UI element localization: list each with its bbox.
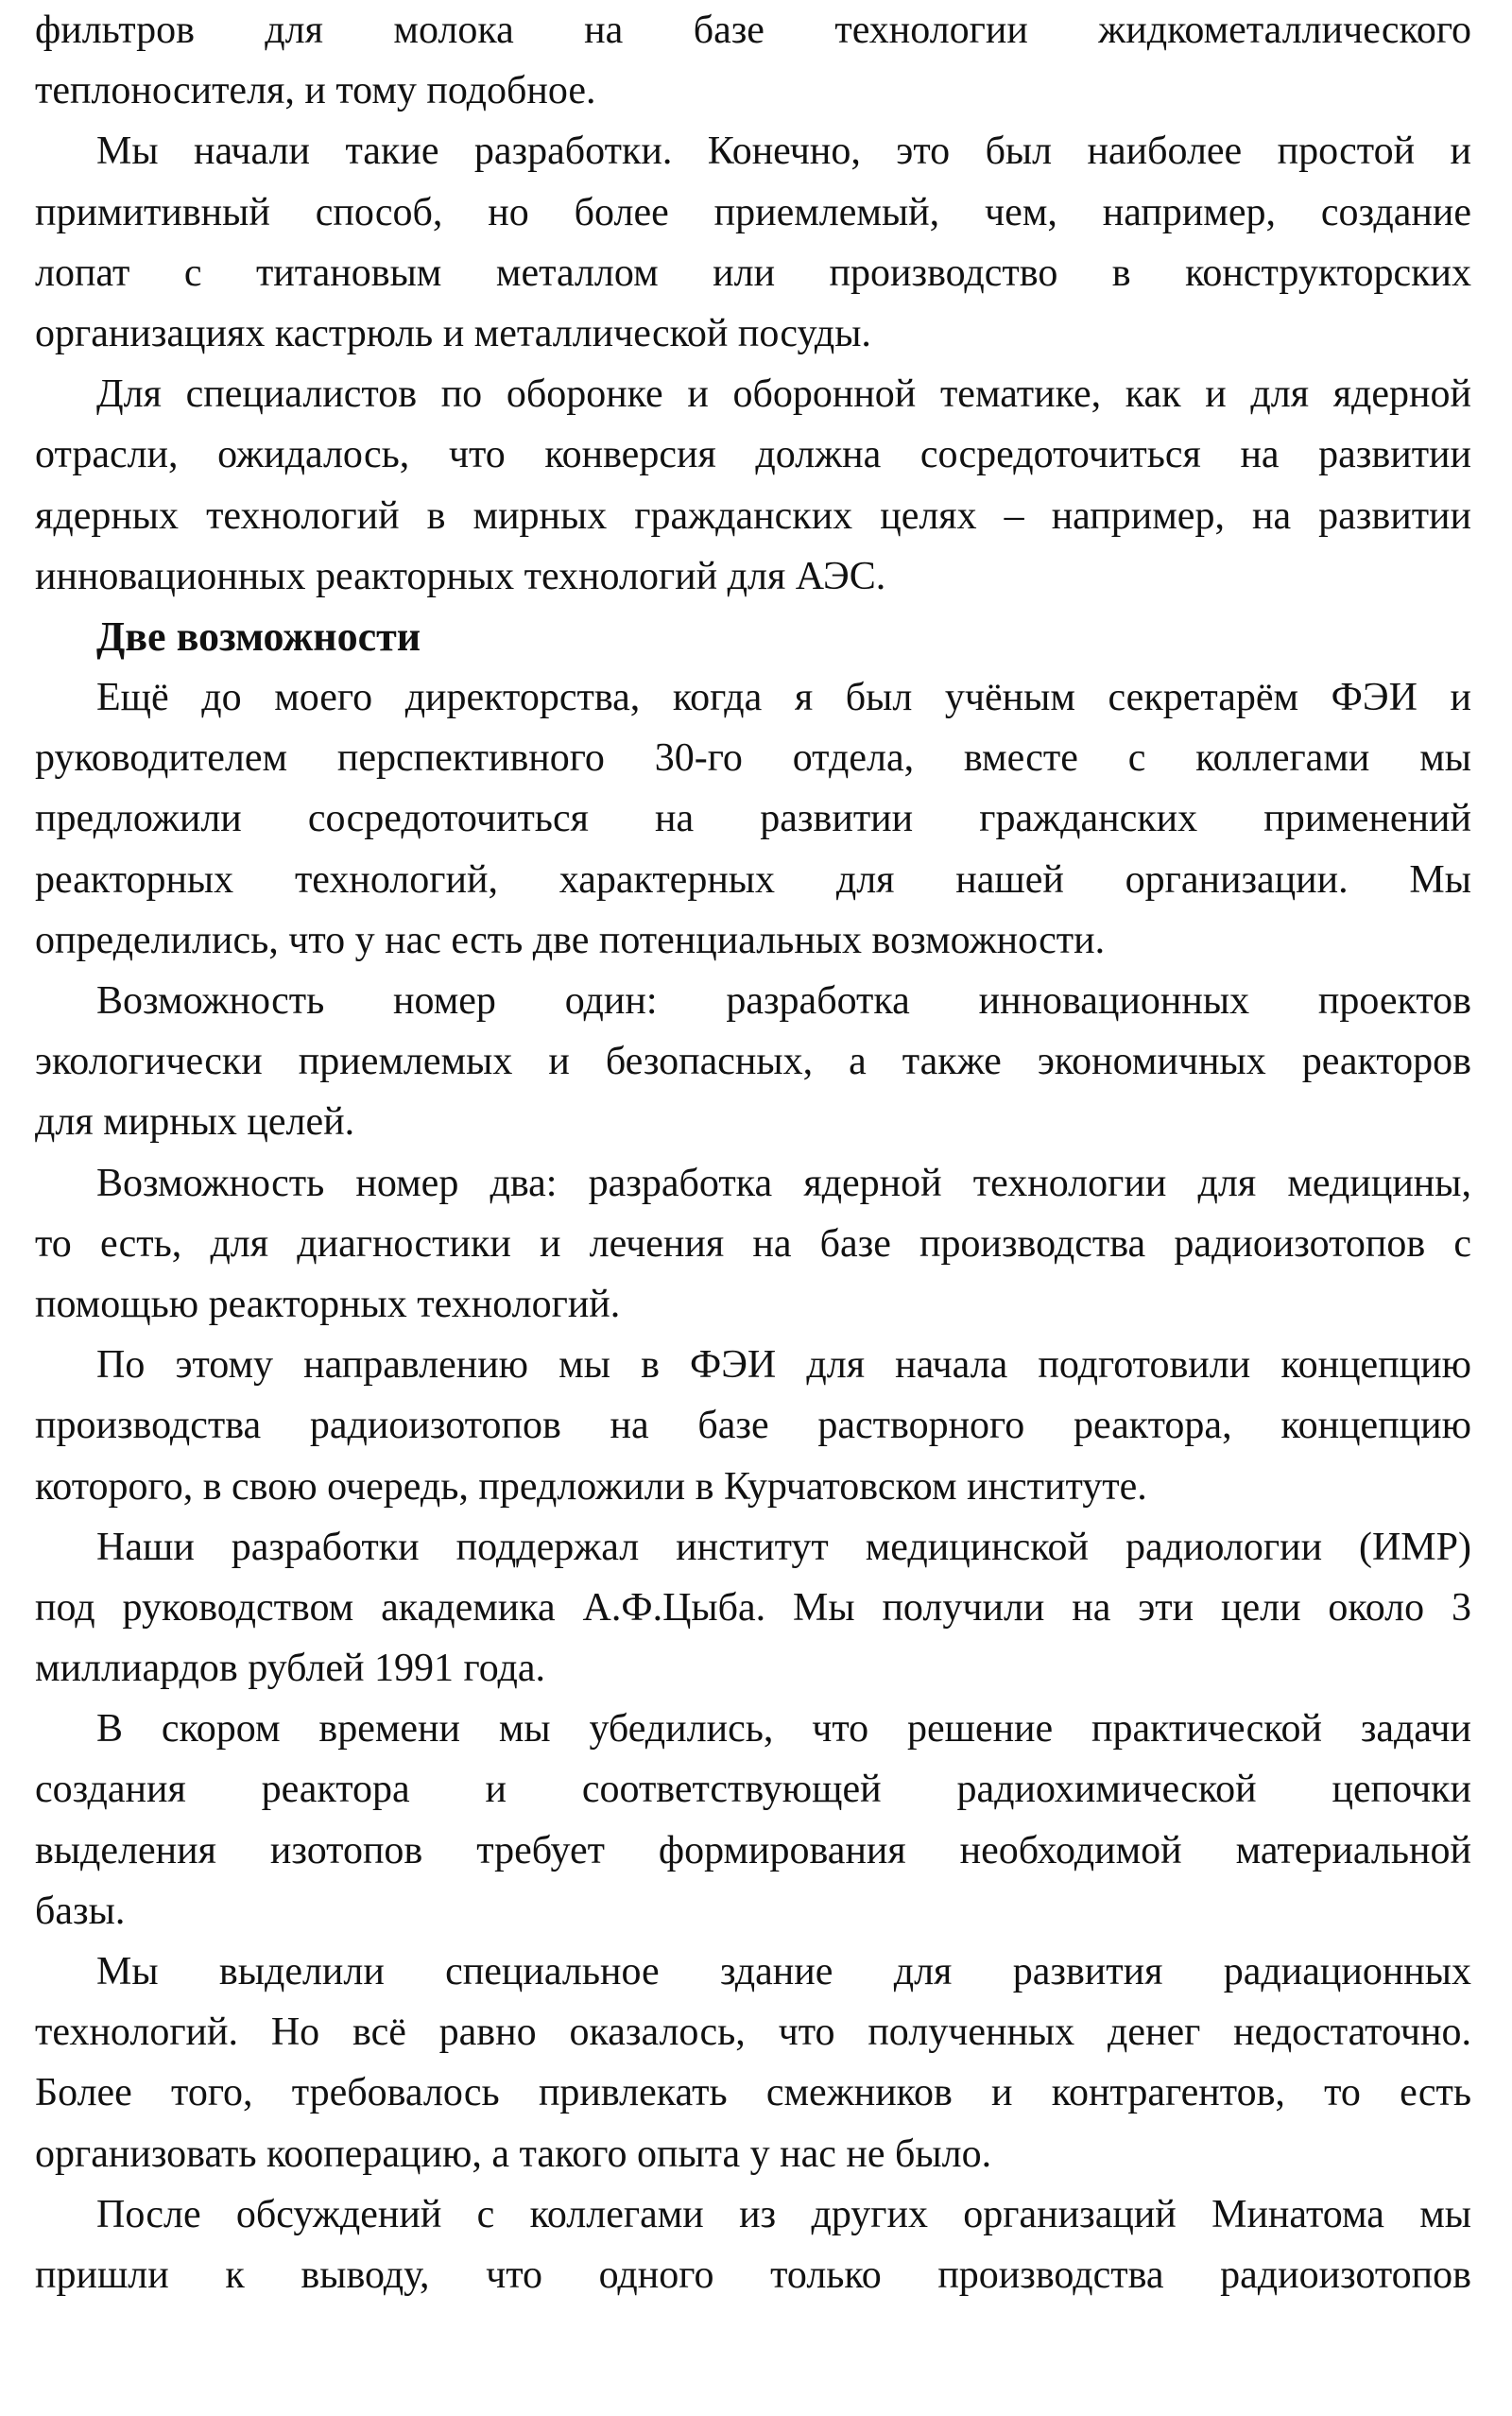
paragraph bbox=[35, 0, 1471, 121]
text-line: для мирных целей. bbox=[35, 1100, 355, 1145]
paragraph bbox=[35, 121, 1471, 364]
text-line: Мы начали такие разработки. Конечно, это был наиболее простой и bbox=[96, 129, 1471, 174]
text-line: базы. bbox=[35, 1889, 126, 1933]
text-line: Более того, требовалось привлекать смежников и контрагентов, то есть bbox=[35, 2071, 1471, 2115]
section-heading bbox=[35, 607, 1471, 667]
text-line: По этому направлению мы в ФЭИ для начала подготовили концепцию bbox=[96, 1343, 1471, 1388]
text-line: теплоносителя, и тому подобное. bbox=[35, 69, 596, 113]
text-line: пришли к выводу, что одного только производства радиоизотопов bbox=[35, 2252, 1471, 2297]
paragraph bbox=[35, 364, 1471, 607]
text-line: организовать кооперацию, а такого опыта у нас не было. bbox=[35, 2131, 992, 2176]
text-line: Возможность номер один: разработка инновационных проектов bbox=[96, 979, 1471, 1023]
text-line: экологически приемлемых и безопасных, а также экономичных реакторов bbox=[35, 1040, 1471, 1084]
text-line: В скором времени мы убедились, что решение практической задачи bbox=[96, 1707, 1471, 1752]
text-line: примитивный способ, но более приемлемый, чем, например, создание bbox=[35, 190, 1471, 234]
text-line: миллиардов рублей 1991 года. bbox=[35, 1647, 546, 1691]
paragraph bbox=[35, 1941, 1471, 2184]
text-line: создания реактора и соответствующей радиохимической цепочки bbox=[35, 1768, 1471, 1812]
text-line: производства радиоизотопов на базе растворного реактора, концепцию bbox=[35, 1404, 1471, 1448]
document-page bbox=[35, 0, 1471, 2305]
paragraph bbox=[35, 971, 1471, 1153]
text-line: Возможность номер два: разработка ядерной технологии для медицины, bbox=[96, 1161, 1471, 1205]
paragraph bbox=[35, 1153, 1471, 1336]
text-line: предложили сосредоточиться на развитии гражданских применений bbox=[35, 797, 1471, 841]
text-line: лопат с титановым металлом или производство в конструкторских bbox=[35, 250, 1471, 295]
text-line: Для специалистов по оборонке и оборонной тематике, как и для ядерной bbox=[96, 372, 1471, 417]
paragraph bbox=[35, 1517, 1471, 1700]
paragraph bbox=[35, 1699, 1471, 1941]
text-line: Мы выделили специальное здание для развития радиационных bbox=[96, 1950, 1471, 1993]
text-line: которого, в свою очередь, предложили в Курчатовском институте. bbox=[35, 1464, 1147, 1509]
paragraph bbox=[35, 667, 1471, 971]
paragraph bbox=[35, 2184, 1471, 2305]
text-line: руководителем перспективного 30-го отдела, вместе с коллегами мы bbox=[35, 736, 1471, 781]
text-line: под руководством академика А.Ф.Цыба. Мы получили на эти цели около 3 bbox=[35, 1585, 1471, 1630]
text-line: ядерных технологий в мирных гражданских целях – например, на развитии bbox=[35, 493, 1471, 538]
text-line: определились, что у нас есть две потенциальных возможности. bbox=[35, 918, 1106, 962]
text-line: инновационных реакторных технологий для АЭС. bbox=[35, 554, 886, 598]
text-line: фильтров для молока на базе технологии жидкометаллического bbox=[35, 9, 1471, 52]
text-line: Ещё до моего директорства, когда я был учёным секретарём ФЭИ и bbox=[96, 676, 1471, 720]
paragraph bbox=[35, 1335, 1471, 1517]
text-line: помощью реакторных технологий. bbox=[35, 1282, 621, 1326]
text-line: После обсуждений с коллегами из других организаций Минатома мы bbox=[96, 2192, 1471, 2236]
text-line: то есть, для диагностики и лечения на базе производства радиоизотопов с bbox=[35, 1221, 1471, 1266]
text-line: технологий. Но всё равно оказалось, что полученных денег недостаточно. bbox=[35, 2010, 1471, 2055]
text-line: организациях кастрюль и металлической посуды. bbox=[35, 311, 871, 355]
text-line: выделения изотопов требует формирования необходимой материальной bbox=[35, 1828, 1471, 1872]
text-line: реакторных технологий, характерных для нашей организации. Мы bbox=[35, 857, 1471, 902]
heading-text: Две возможности bbox=[96, 613, 421, 660]
text-line: отрасли, ожидалось, что конверсия должна сосредоточиться на развитии bbox=[35, 433, 1471, 477]
text-line: Наши разработки поддержал институт медицинской радиологии (ИМР) bbox=[96, 1525, 1471, 1569]
